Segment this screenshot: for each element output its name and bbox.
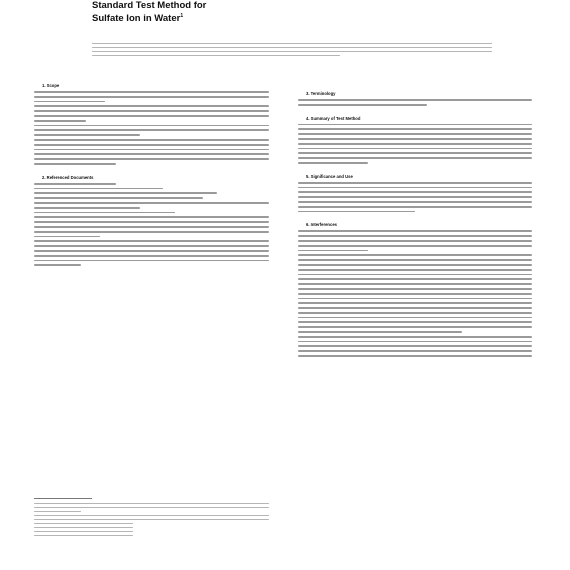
section-num: 5.: [306, 173, 310, 179]
section-num: 2.: [42, 174, 46, 180]
title-line-1: Standard Test Method for: [92, 0, 207, 11]
intro-paragraph: [92, 43, 492, 59]
title-line-2: [92, 11, 206, 24]
title-text-2: Sulfate Ion in Water: [92, 13, 181, 25]
section-num: 1.: [42, 83, 46, 88]
section-title: Terminology: [310, 91, 336, 96]
section-title: Interferences: [310, 222, 337, 228]
section-heading-terminology: [306, 91, 532, 96]
section-num: 4.: [306, 115, 310, 121]
section-heading-interferences: [306, 222, 532, 227]
section-heading-significance: [306, 174, 532, 179]
footnote-rule: [34, 498, 92, 499]
right-column: [298, 88, 532, 360]
document-title: [92, 0, 206, 24]
section-title: Scope: [46, 83, 60, 88]
section-num: 6.: [306, 222, 310, 228]
section-heading-scope: [42, 83, 269, 88]
section-title: Referenced Documents: [46, 174, 94, 180]
section-heading-summary: [306, 116, 532, 121]
section-title: Summary of Test Method: [310, 115, 361, 121]
footnotes: [34, 503, 269, 539]
title-footnote-mark: 1: [180, 13, 184, 19]
section-title: Significance and Use: [310, 173, 353, 179]
section-num: 3.: [306, 91, 310, 96]
section-heading-referenced-documents: [42, 175, 269, 180]
left-column: [34, 80, 269, 269]
